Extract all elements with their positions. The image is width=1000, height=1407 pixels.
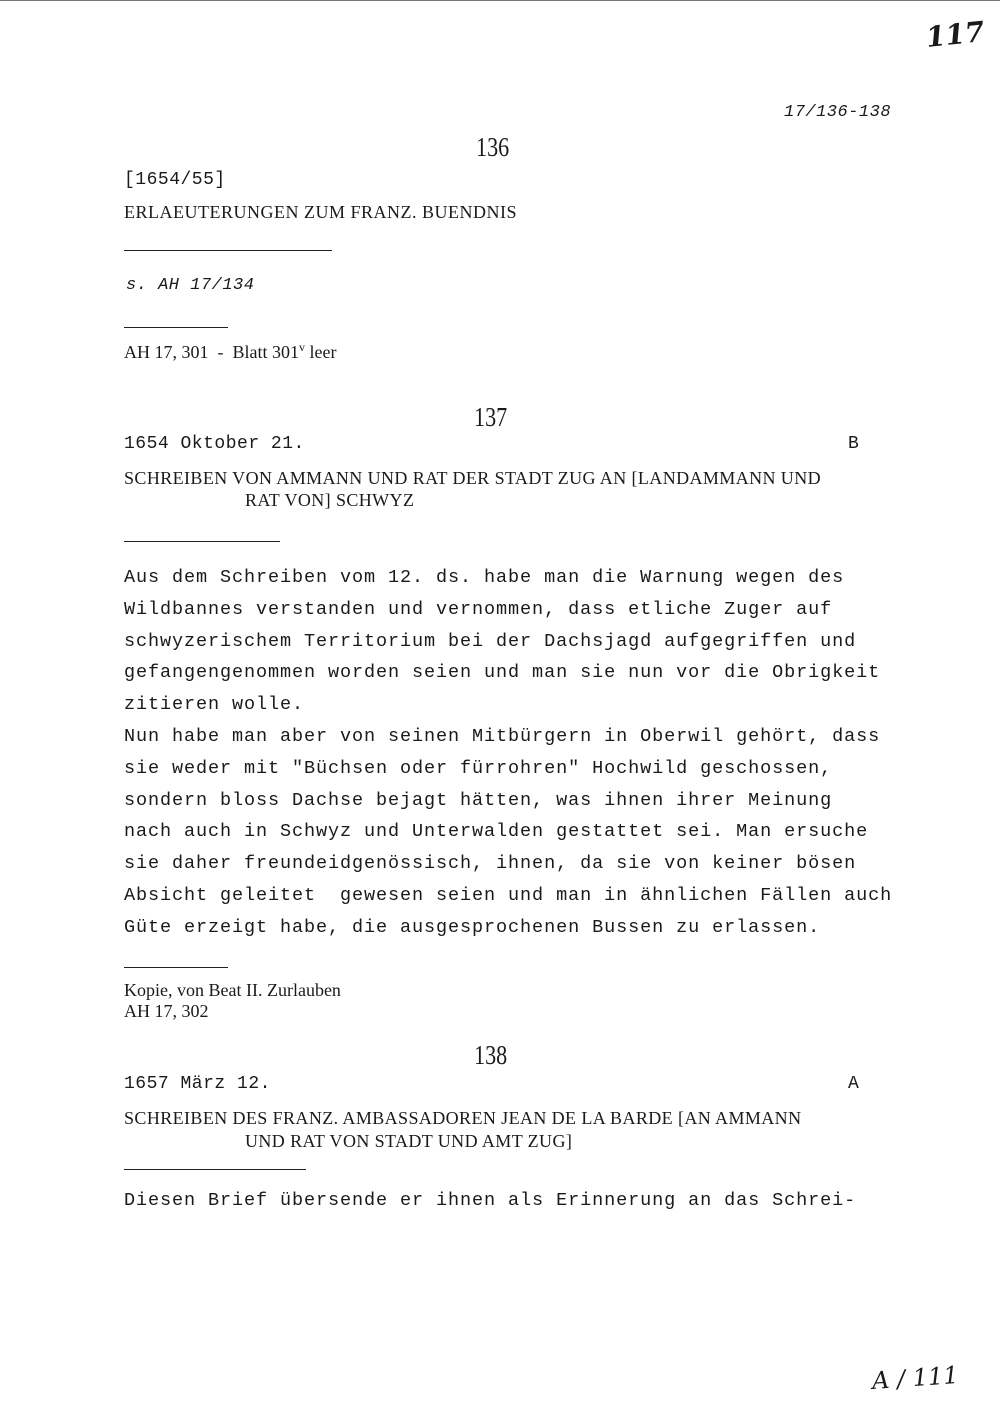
title-rule-138 bbox=[124, 1169, 306, 1170]
folio-number-bottom: A / 111 bbox=[871, 1361, 960, 1395]
document-title-136 bbox=[124, 202, 517, 224]
body-line: Wildbannes verstanden und vernommen, dass etliche Zuger auf bbox=[124, 598, 833, 620]
document-letter-138: A bbox=[848, 1074, 860, 1094]
document-date-138: 1657 März 12. bbox=[124, 1074, 271, 1094]
document-number-138: 138 bbox=[474, 1040, 508, 1070]
body-line: Güte erzeigt habe, die ausgesprochenen Bussen zu erlassen. bbox=[124, 916, 821, 938]
body-line: Absicht geleitet gewesen seien und man in ähnlichen Fällen auch bbox=[124, 884, 893, 906]
source-note-137-line1: Kopie, von Beat II. Zurlauben bbox=[124, 980, 341, 1000]
source-note-136-prefix: AH 17, 301 - Blatt 301 bbox=[124, 342, 299, 362]
source-note-136 bbox=[124, 340, 336, 363]
body-line: schwyzerischem Territorium bei der Dachsjagd aufgegriffen und bbox=[124, 630, 857, 652]
body-line: sie daher freundeidgenössisch, ihnen, da sie von keiner bösen bbox=[124, 853, 857, 875]
body-line: gefangengenommen worden seien und man sie nun vor die Obrigkeit bbox=[124, 662, 881, 684]
title-rule-136 bbox=[124, 250, 332, 251]
document-title-137-line1: SCHREIBEN VON AMMANN UND RAT DER STADT ZUG AN [LANDAMMANN UND bbox=[124, 468, 821, 488]
document-title-136-text: ERLAEUTERUNGEN ZUM FRANZ. BUENDNIS bbox=[124, 202, 517, 222]
document-letter-137: B bbox=[848, 434, 860, 454]
body-line: zitieren wolle. bbox=[124, 694, 305, 716]
source-note-136-suffix: leer bbox=[309, 342, 337, 362]
source-note-136-sup: v bbox=[299, 340, 305, 354]
document-title-138-line1: SCHREIBEN DES FRANZ. AMBASSADOREN JEAN DE LA BARDE [AN AMMANN bbox=[124, 1108, 802, 1128]
folio-number-top: 117 bbox=[924, 15, 987, 54]
document-title-137-line2: RAT VON] SCHWYZ bbox=[245, 490, 415, 510]
body-line: Nun habe man aber von seinen Mitbürgern in Oberwil gehört, dass bbox=[124, 725, 881, 747]
document-body-137 bbox=[124, 562, 892, 944]
document-body-138: Diesen Brief übersende er ihnen als Erinnerung an das Schrei- bbox=[124, 1190, 857, 1211]
source-rule-137 bbox=[124, 967, 228, 968]
document-number-136: 136 bbox=[476, 132, 510, 162]
body-line: sondern bloss Dachse bejagt hätten, was ihnen ihrer Meinung bbox=[124, 789, 833, 811]
title-rule-137 bbox=[124, 541, 280, 542]
document-date-137: 1654 Oktober 21. bbox=[124, 434, 305, 454]
document-title-138-line2: UND RAT VON STADT UND AMT ZUG] bbox=[245, 1131, 573, 1151]
range-reference: 17/136-138 bbox=[784, 103, 892, 122]
document-number-137: 137 bbox=[474, 402, 508, 432]
body-line: nach auch in Schwyz und Unterwalden gestattet sei. Man ersuche bbox=[124, 821, 869, 843]
body-line: Aus dem Schreiben vom 12. ds. habe man die Warnung wegen des bbox=[124, 567, 845, 588]
page-top-edge bbox=[0, 0, 1000, 5]
document-date-136: [1654/55] bbox=[124, 170, 226, 190]
source-note-137-line2: AH 17, 302 bbox=[124, 1001, 209, 1021]
reference-rule-136 bbox=[124, 327, 228, 328]
cross-reference-136: s. AH 17/134 bbox=[126, 276, 255, 295]
body-line: sie weder mit "Büchsen oder fürrohren" Hochwild geschossen, bbox=[124, 757, 833, 779]
